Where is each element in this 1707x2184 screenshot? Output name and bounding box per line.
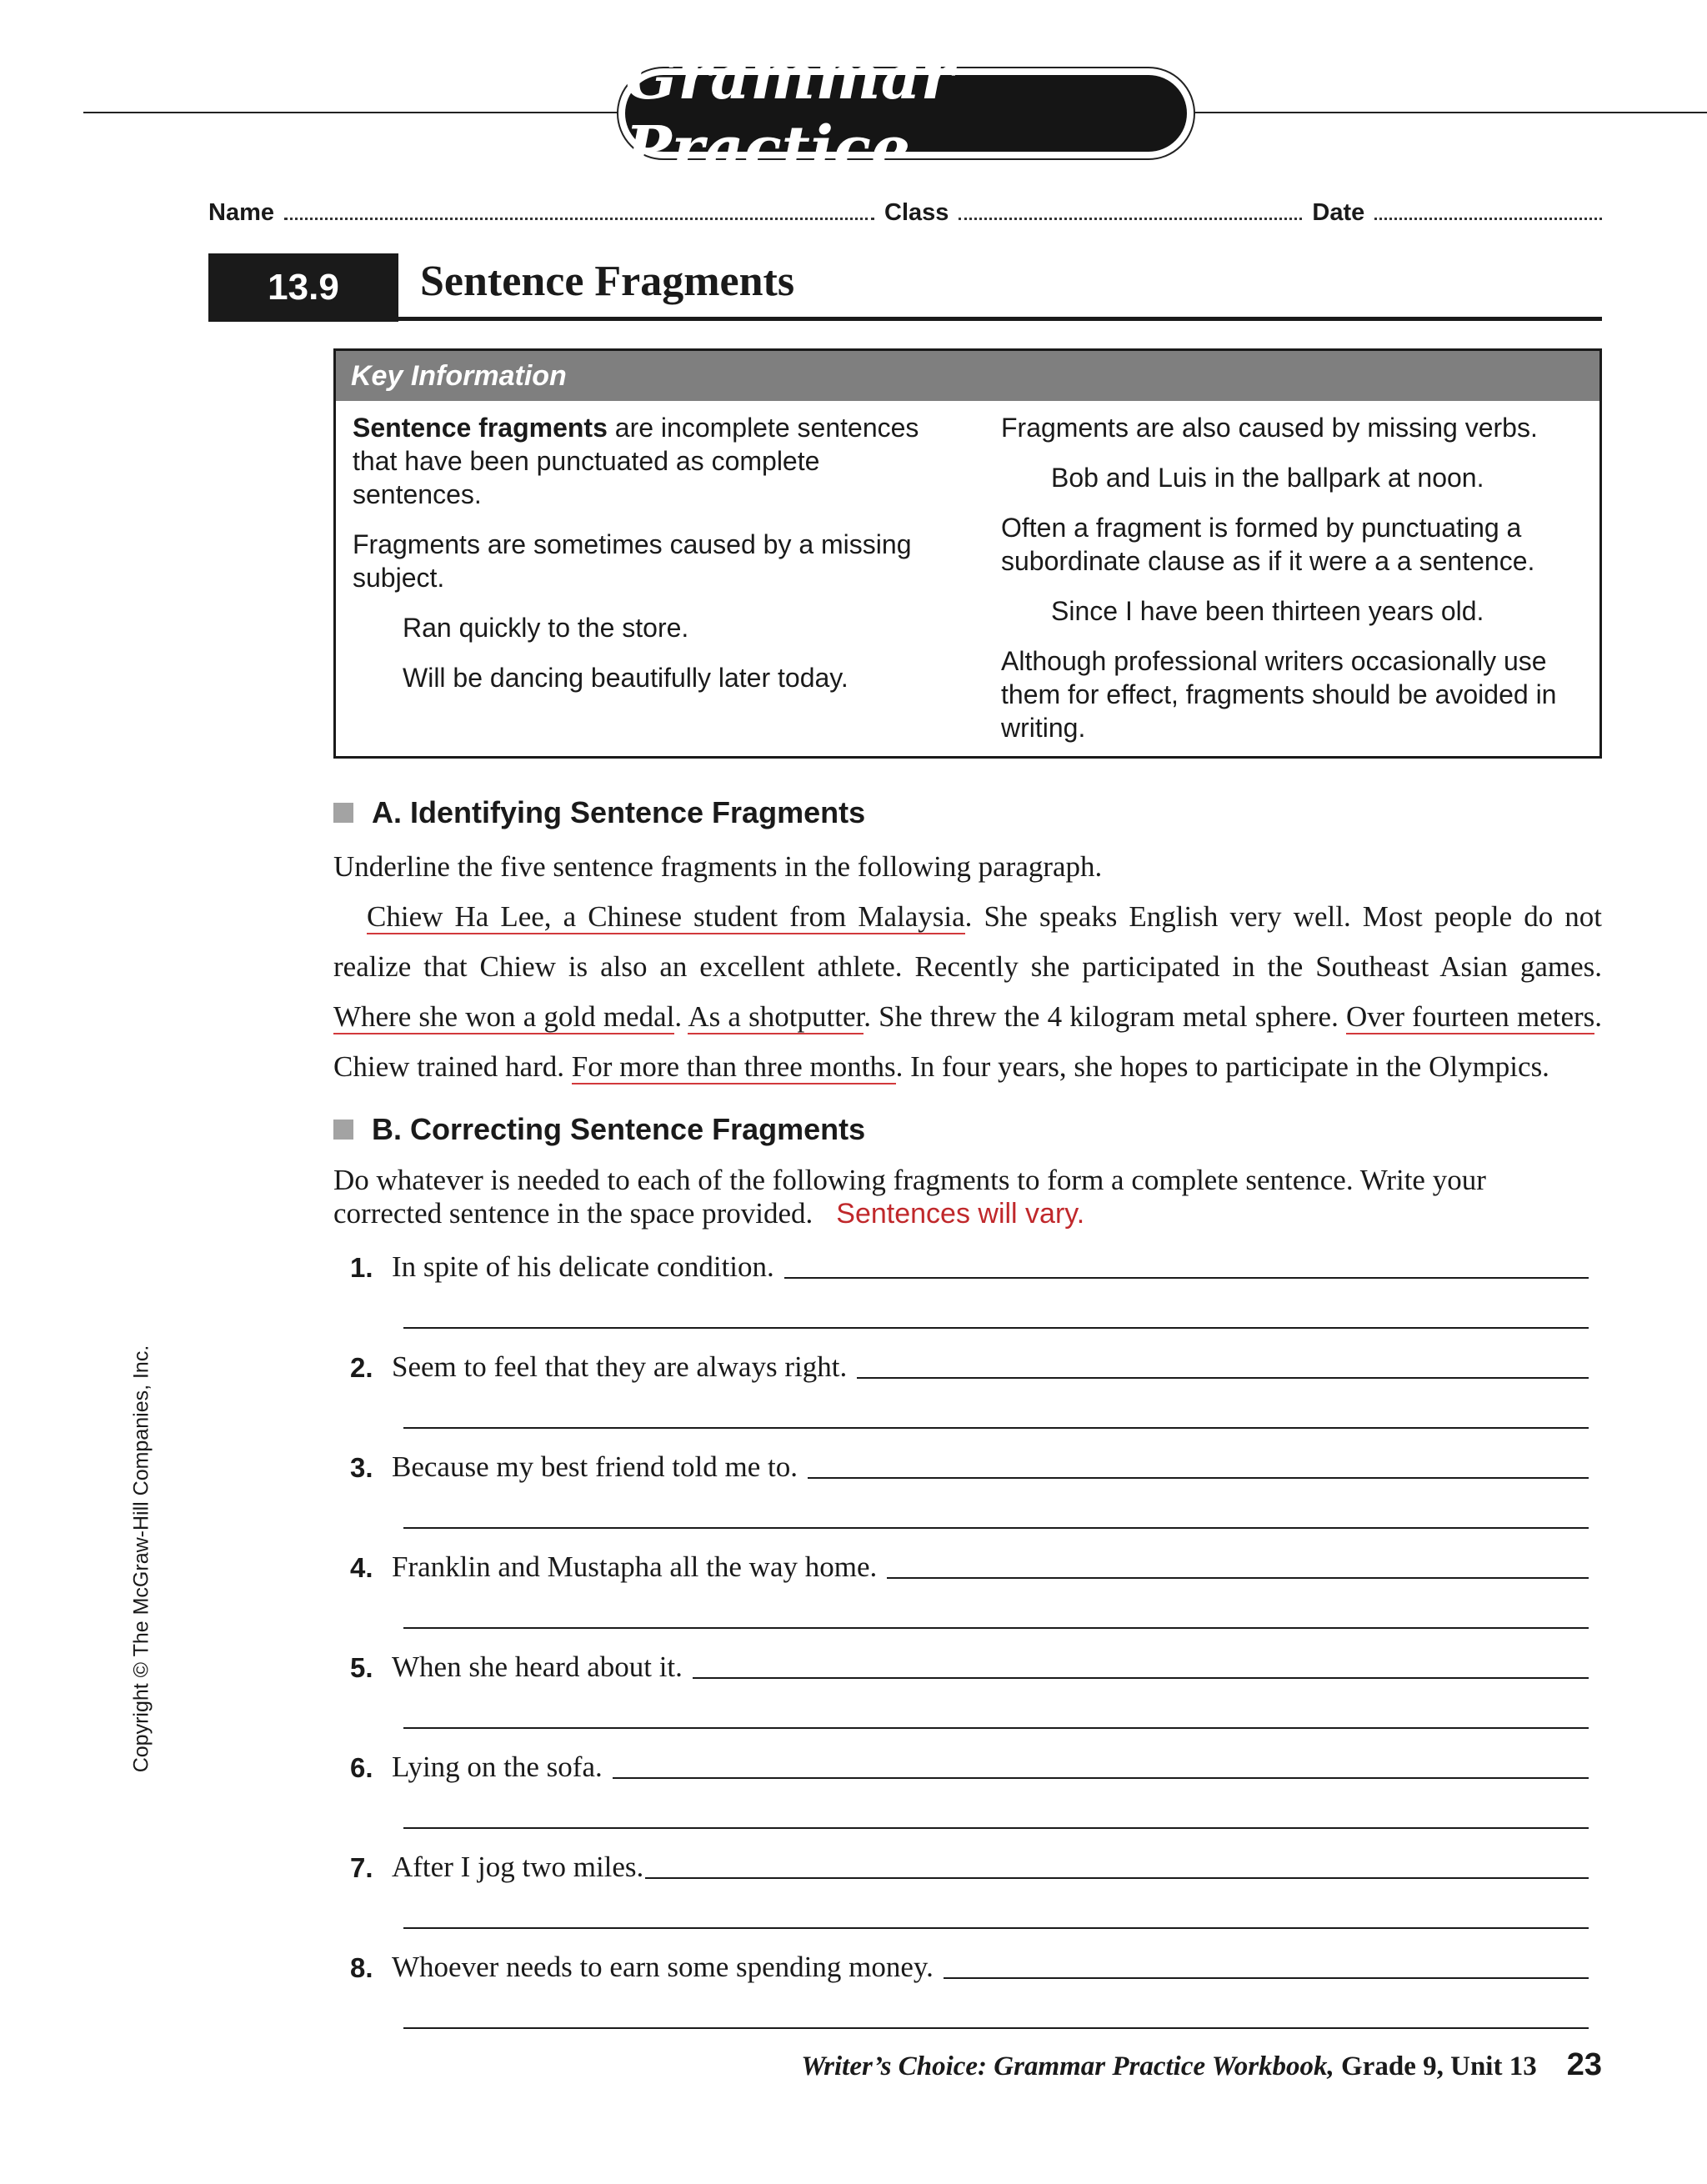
exercise-item bbox=[350, 1851, 1589, 1884]
student-info-row bbox=[208, 190, 1602, 227]
key-information-heading: Key Information bbox=[336, 351, 1599, 401]
book-title: Writer’s Choice: Grammar Practice Workbook, bbox=[801, 2051, 1334, 2081]
square-bullet-icon bbox=[333, 1120, 353, 1140]
key-info-right-column bbox=[1001, 411, 1584, 761]
grade-unit: Grade 9, Unit 13 bbox=[1334, 2051, 1537, 2081]
item-text: Because my best friend told me to. bbox=[392, 1450, 798, 1483]
answer-line[interactable] bbox=[403, 1827, 1589, 1829]
item-text: Franklin and Mustapha all the way home. bbox=[392, 1550, 878, 1583]
avoid-fragments-text: Although professional writers occasionally use them for effect, fragments should be avoided in writing. bbox=[1001, 646, 1557, 743]
answer-line[interactable] bbox=[403, 1727, 1589, 1729]
answer-line[interactable] bbox=[403, 1627, 1589, 1629]
subordinate-clause-text: Often a fragment is formed by punctuating a subordinate clause as if it were a a sentence. bbox=[1001, 513, 1535, 576]
title-banner bbox=[617, 42, 1195, 185]
answer-line[interactable] bbox=[645, 1877, 1589, 1879]
item-number: 2. bbox=[350, 1352, 373, 1383]
part-b-heading: B. Correcting Sentence Fragments bbox=[333, 1112, 865, 1147]
item-text: Seem to feel that they are always right. bbox=[392, 1350, 848, 1383]
answer-line[interactable] bbox=[403, 2027, 1589, 2029]
part-a-heading: A. Identifying Sentence Fragments bbox=[333, 795, 865, 830]
part-a-instruction: Underline the five sentence fragments in the following paragraph. bbox=[333, 850, 1103, 883]
section-title: Sentence Fragments bbox=[420, 258, 795, 305]
exercise-item bbox=[350, 1250, 1589, 1284]
answer-line[interactable] bbox=[857, 1377, 1589, 1379]
item-text: Whoever needs to earn some spending money. bbox=[392, 1951, 934, 1983]
class-field[interactable] bbox=[959, 218, 1302, 220]
page-footer bbox=[801, 2047, 1602, 2083]
definition-text: Sentence fragments are incomplete sentences that have been punctuated as complete sentences. bbox=[353, 413, 919, 509]
item-text: When she heard about it. bbox=[392, 1651, 683, 1683]
underlined-fragment: As a shotputter bbox=[688, 1000, 864, 1033]
missing-subject-text: Fragments are sometimes caused by a missing subject. bbox=[353, 529, 912, 593]
example-sentence: Since I have been thirteen years old. bbox=[1051, 596, 1484, 626]
missing-verb-text: Fragments are also caused by missing verbs. bbox=[1001, 413, 1538, 443]
exercise-item bbox=[350, 1450, 1589, 1484]
name-field[interactable] bbox=[284, 218, 874, 220]
item-number: 4. bbox=[350, 1552, 373, 1583]
title-banner-fill bbox=[625, 42, 1187, 185]
page-number: 23 bbox=[1566, 2047, 1602, 2082]
answer-line[interactable] bbox=[403, 1927, 1589, 1929]
exercise-item bbox=[350, 1550, 1589, 1584]
item-number: 3. bbox=[350, 1452, 373, 1483]
exercise-item bbox=[350, 1651, 1589, 1684]
part-b-instruction: Do whatever is needed to each of the following fragments to form a complete sentence. Write your corrected sentence in the space provided. Sentences will vary. bbox=[333, 1164, 1486, 1230]
banner-rule-right bbox=[1194, 112, 1707, 113]
page-title: Grammar Practice bbox=[625, 42, 954, 185]
definition-term: Sentence fragments bbox=[353, 413, 608, 443]
date-field[interactable] bbox=[1374, 218, 1602, 220]
class-label: Class bbox=[884, 199, 949, 226]
banner-rule-left bbox=[83, 112, 618, 113]
item-number: 5. bbox=[350, 1652, 373, 1683]
item-number: 7. bbox=[350, 1852, 373, 1883]
item-number: 8. bbox=[350, 1952, 373, 1983]
copyright-notice: Copyright © The McGraw-Hill Companies, Inc. bbox=[129, 1345, 153, 1773]
example-sentence: Will be dancing beautifully later today. bbox=[403, 663, 848, 693]
example-sentence: Ran quickly to the store. bbox=[403, 613, 689, 643]
answer-line[interactable] bbox=[944, 1977, 1589, 1979]
section-rule bbox=[398, 317, 1602, 321]
square-bullet-icon bbox=[333, 803, 353, 823]
underlined-fragment: Where she won a gold medal bbox=[333, 1000, 675, 1033]
answer-line[interactable] bbox=[808, 1477, 1589, 1479]
answer-line[interactable] bbox=[403, 1327, 1589, 1329]
exercise-item bbox=[350, 1951, 1589, 1984]
part-a-paragraph: Chiew Ha Lee, a Chinese student from Malaysia. She speaks English very well. Most people do not realize that Chiew is also an excellent athlete. Recently she participated in the Southeast Asian games. Where she won a gold medal. As a shotputter. She threw the 4 kilogram metal sphere. Over fourteen meters. Chiew trained hard. For more than three months. In four years, she hopes to participate in the Olympics. bbox=[333, 900, 1602, 1083]
answer-note: Sentences will vary. bbox=[836, 1198, 1085, 1230]
item-number: 1. bbox=[350, 1252, 373, 1283]
section-number: 13.9 bbox=[208, 253, 398, 322]
answer-line[interactable] bbox=[403, 1527, 1589, 1529]
item-text: In spite of his delicate condition. bbox=[392, 1250, 774, 1283]
answer-line[interactable] bbox=[693, 1677, 1589, 1679]
example-sentence: Bob and Luis in the ballpark at noon. bbox=[1051, 463, 1484, 493]
item-text: Lying on the sofa. bbox=[392, 1751, 603, 1783]
underlined-fragment: Chiew Ha Lee, a Chinese student from Malaysia bbox=[367, 900, 965, 933]
answer-line[interactable] bbox=[784, 1277, 1589, 1279]
underlined-fragment: Over fourteen meters bbox=[1346, 1000, 1595, 1033]
exercise-item bbox=[350, 1751, 1589, 1784]
item-text: After I jog two miles. bbox=[392, 1851, 644, 1883]
answer-line[interactable] bbox=[613, 1777, 1589, 1779]
name-label: Name bbox=[208, 199, 274, 226]
exercise-item bbox=[350, 1350, 1589, 1384]
item-number: 6. bbox=[350, 1752, 373, 1783]
key-information-box bbox=[333, 348, 1602, 759]
underlined-fragment: For more than three months bbox=[571, 1050, 896, 1083]
answer-line[interactable] bbox=[887, 1577, 1589, 1579]
key-info-left-column bbox=[353, 411, 953, 711]
date-label: Date bbox=[1312, 199, 1365, 226]
answer-line[interactable] bbox=[403, 1427, 1589, 1429]
